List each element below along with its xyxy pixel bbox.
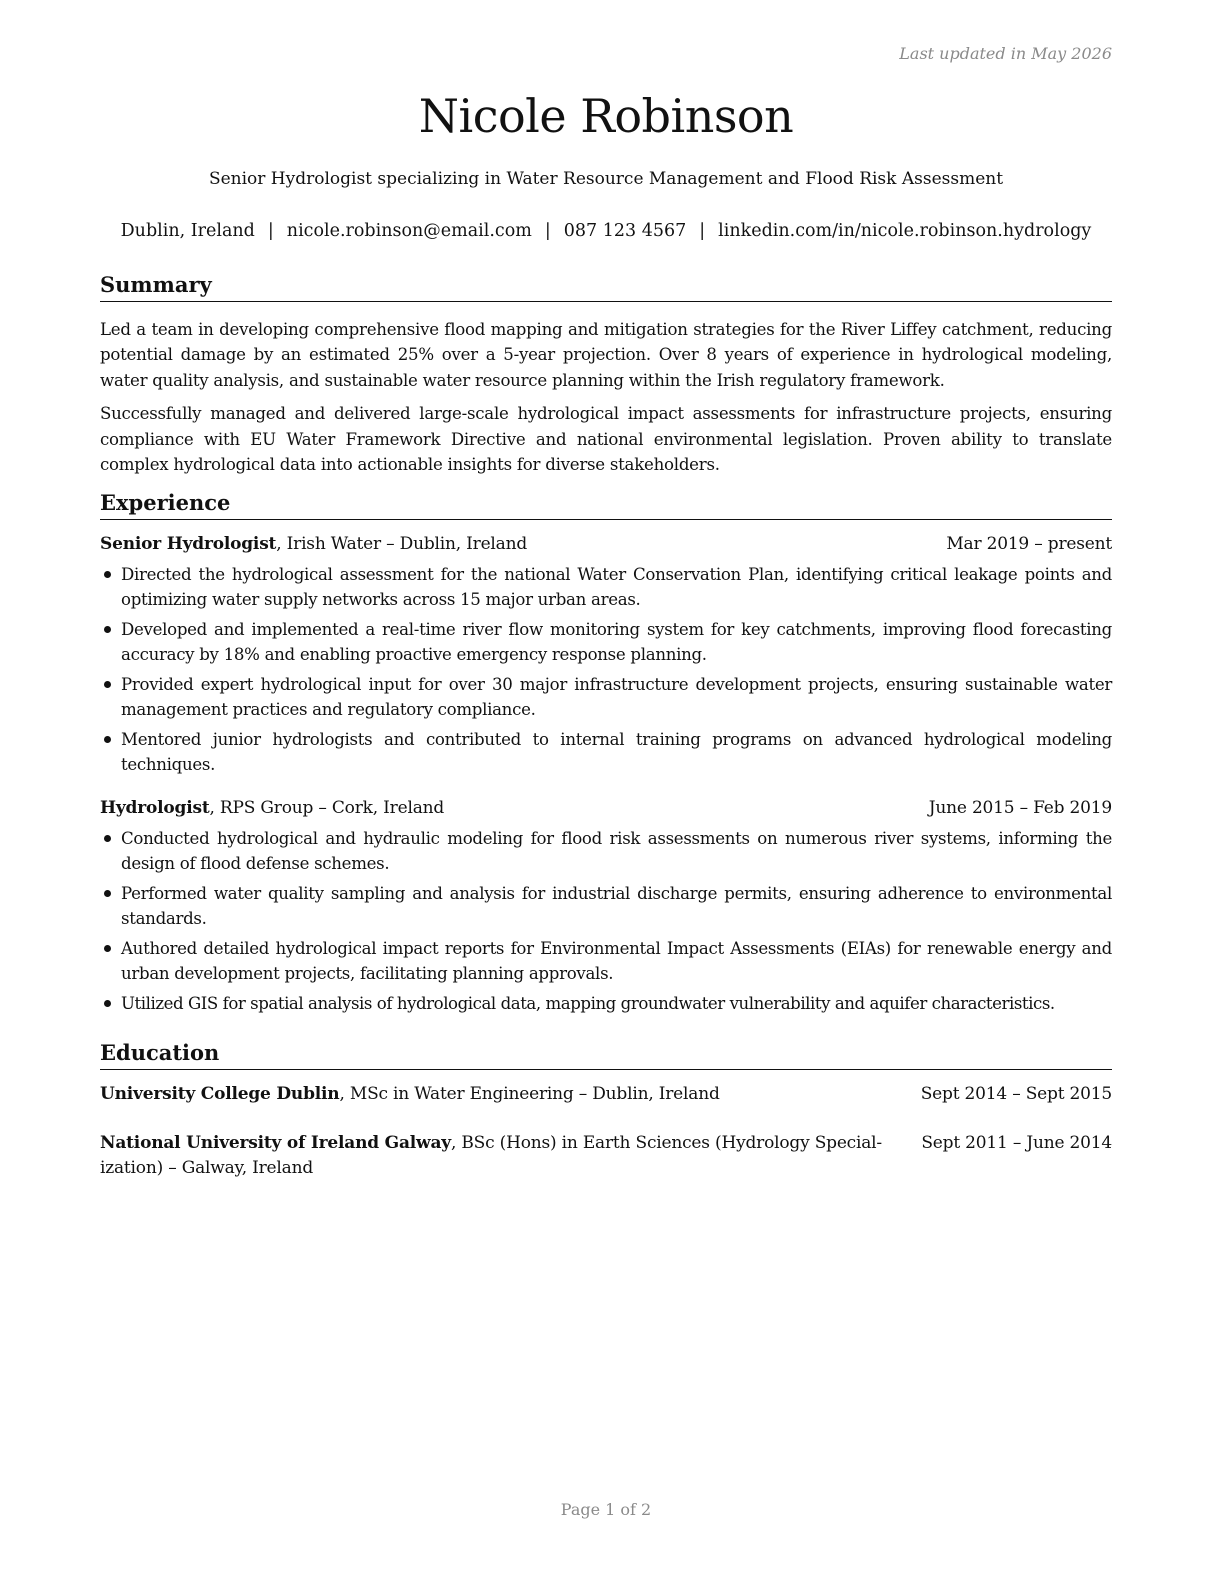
contact-line	[100, 219, 1112, 243]
job-employer: , Irish Water – Dublin, Ireland	[276, 534, 528, 554]
job-entry	[100, 796, 1112, 1016]
job-entry	[100, 532, 1112, 777]
contact-linkedin[interactable]: linkedin.com/in/nicole.robinson.hydrology	[718, 221, 1092, 241]
bullet-item: Performed water quality sampling and analysis for industrial discharge permits, ensuring adherence to environmental standards.	[100, 881, 1112, 931]
education-heading: Education	[100, 1040, 1112, 1070]
contact-separator: |	[699, 221, 706, 241]
job-dates: June 2015 – Feb 2019	[928, 798, 1112, 818]
contact-email[interactable]: nicole.robinson@email.com	[286, 221, 532, 241]
last-updated-note: Last updated in May 2026	[899, 44, 1112, 63]
page-number: Page 1 of 2	[560, 1500, 652, 1519]
bullet-item: Mentored junior hydrologists and contributed to internal training programs on advanced hydrological modeling techniques.	[100, 727, 1112, 777]
contact-phone: 087 123 4567	[563, 221, 687, 241]
education-dates: Sept 2014 – Sept 2015	[920, 1084, 1112, 1104]
summary-heading: Summary	[100, 272, 1112, 302]
job-bullets	[100, 562, 1112, 777]
summary-paragraph: Successfully managed and delivered large-scale hydrological impact assessments for infrastructure projects, ensuring compliance with EU Water Framework Directive and national environmental legislation. Proven ability to translate complex hydrological data into actionable insights for diverse stakeholders.	[100, 404, 1112, 475]
bullet-item: Directed the hydrological assessment for the national Water Conservation Plan, identifying critical leakage points and optimizing water supply networks across 15 major urban areas.	[100, 562, 1112, 612]
bullet-item: Provided expert hydrological input for over 30 major infrastructure development projects, ensuring sustainable water management practices and regulatory compliance.	[100, 672, 1112, 722]
bullet-item: Developed and implemented a real-time river flow monitoring system for key catchments, improving flood forecasting accuracy by 18% and enabling proactive emergency response planning.	[100, 617, 1112, 667]
job-title: Hydrologist	[100, 798, 210, 818]
contact-location: Dublin, Ireland	[120, 221, 255, 241]
school-name: National University of Ireland Galway	[100, 1133, 451, 1153]
education-entry	[100, 1131, 1112, 1181]
bullet-item: Utilized GIS for spatial analysis of hydrological data, mapping groundwater vulnerability and aquifer characteristics.	[100, 991, 1112, 1016]
candidate-name: Nicole Robinson	[418, 89, 794, 143]
summary-section	[100, 272, 1112, 477]
summary-paragraph: Led a team in developing comprehensive flood mapping and mitigation strategies for the River Liffey catchment, reducing potential damage by an estimated 25% over a 5-year projection. Over 8 years of experience in hydrological modeling, water quality analysis, and sustainable water resource planning within the Irish regulatory framework.	[100, 320, 1112, 390]
job-title: Senior Hydrologist	[100, 534, 277, 554]
experience-section	[100, 490, 1112, 1016]
experience-heading: Experience	[100, 490, 1112, 520]
bullet-item: Conducted hydrological and hydraulic modeling for flood risk assessments on numerous river systems, informing the design of flood defense schemes.	[100, 826, 1112, 876]
school-name: University College Dublin	[100, 1084, 340, 1104]
professional-headline: Senior Hydrologist specializing in Water Resource Management and Flood Risk Assessment	[208, 169, 1004, 189]
contact-separator: |	[267, 221, 274, 241]
job-bullets	[100, 826, 1112, 1016]
job-dates: Mar 2019 – present	[946, 534, 1112, 554]
job-employer: , RPS Group – Cork, Ireland	[209, 798, 445, 818]
job-header	[100, 796, 1112, 821]
education-dates: Sept 2011 – June 2014	[921, 1133, 1112, 1153]
degree-detail: , BSc (Hons) in Earth Sciences (Hydrology Specialization) – Galway, Ireland	[100, 1133, 883, 1178]
degree-detail: , MSc in Water Engineering – Dublin, Ireland	[339, 1084, 720, 1104]
education-entry	[100, 1082, 1112, 1107]
job-header	[100, 532, 1112, 557]
education-section	[100, 1040, 1112, 1181]
resume-page	[100, 0, 1112, 1584]
contact-separator: |	[544, 221, 551, 241]
bullet-item: Authored detailed hydrological impact reports for Environmental Impact Assessments (EIAs) for renewable energy and urban development projects, facilitating planning approvals.	[100, 936, 1112, 986]
